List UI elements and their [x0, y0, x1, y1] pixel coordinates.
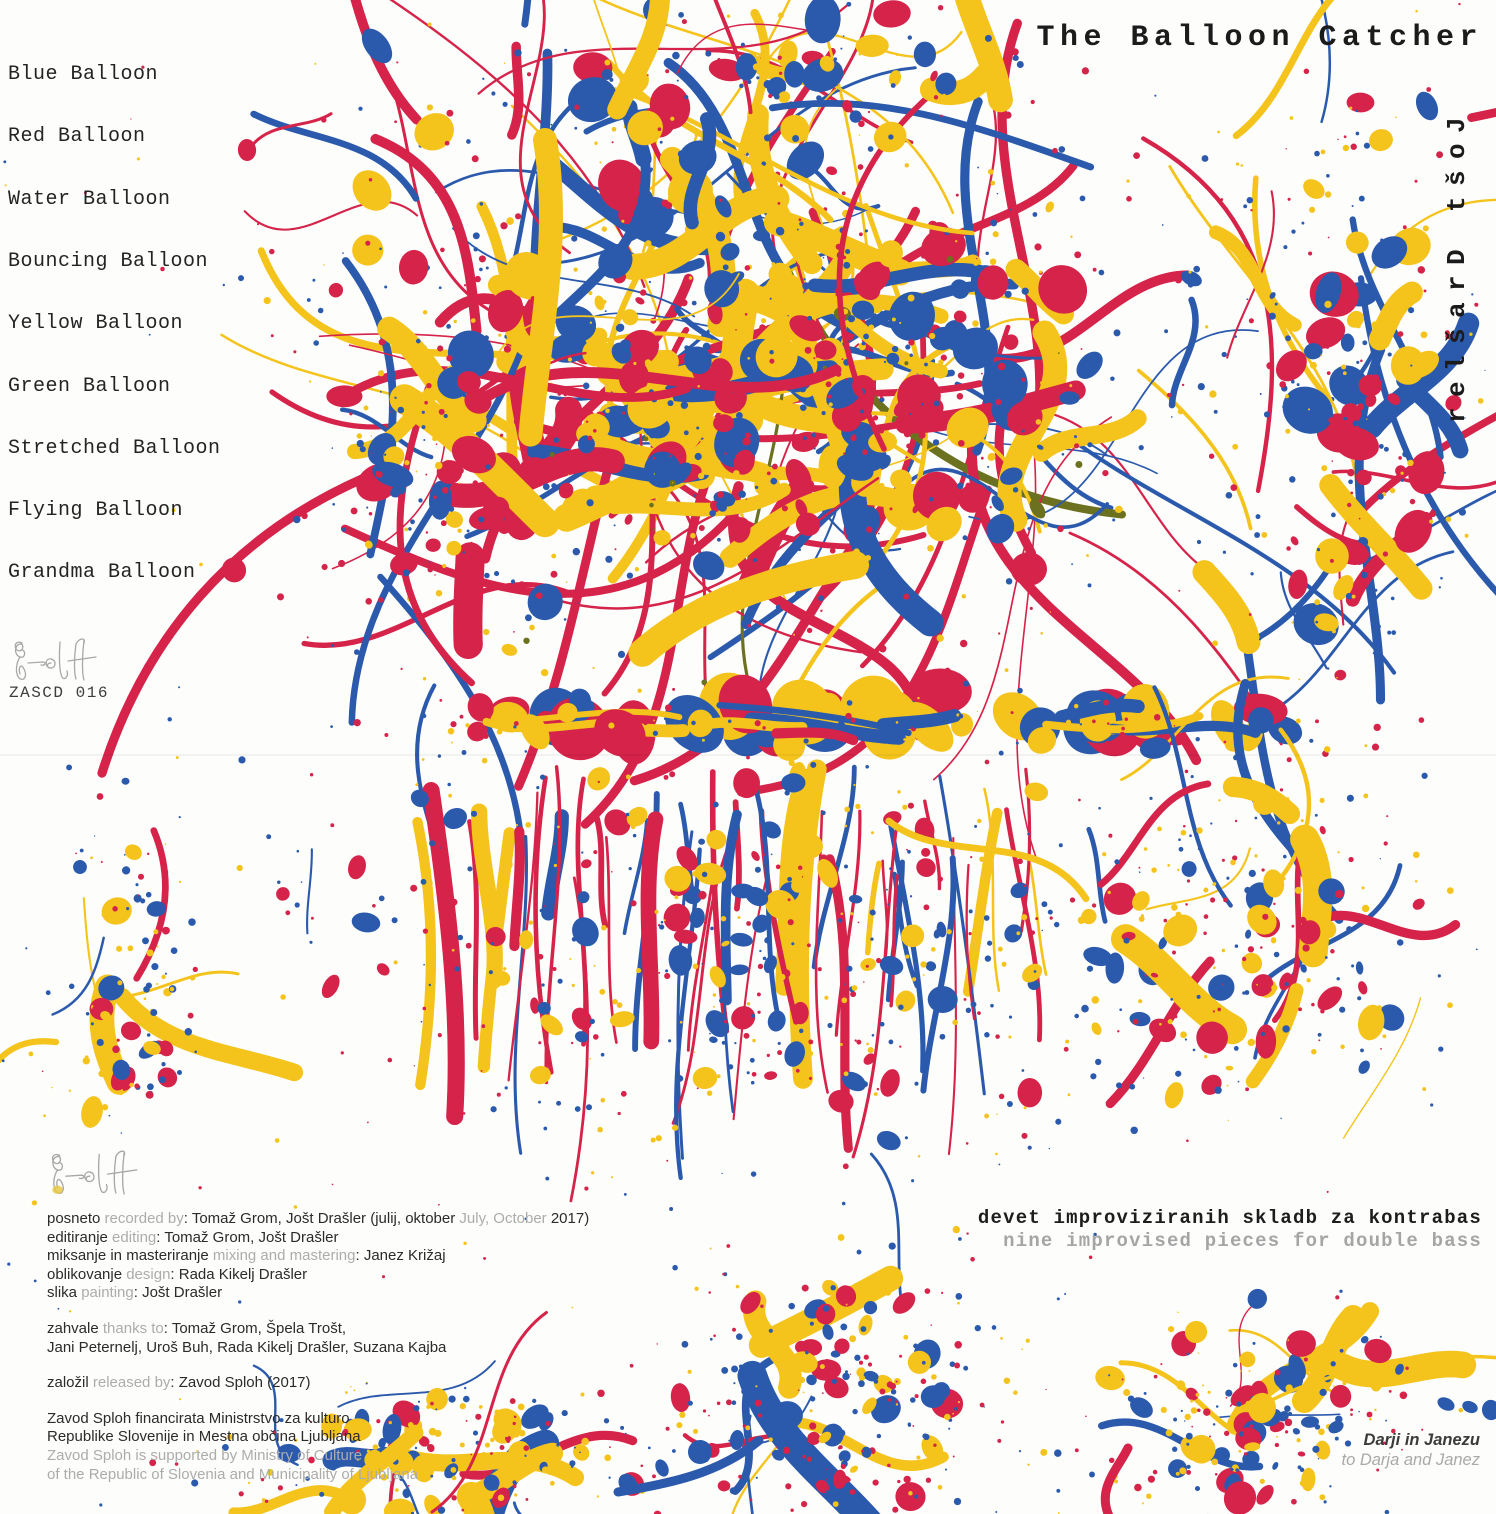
credit-text-english: July, October: [459, 1210, 551, 1227]
artist-name-char: o: [1442, 143, 1473, 160]
track-item: Red Balloon: [8, 125, 146, 149]
dedication-block: [1341, 1431, 1480, 1470]
credit-line: [47, 1210, 589, 1229]
credit-text-slovenian: : Rada Kikelj Drašler: [170, 1265, 308, 1283]
credit-text-slovenian: : Zavod Sploh (2017): [170, 1374, 311, 1392]
credit-text-slovenian: založil: [47, 1374, 93, 1392]
credit-line: [47, 1410, 589, 1429]
credit-text-english: thanks to: [102, 1319, 164, 1337]
catalog-number: ZASCD 016: [9, 684, 109, 702]
credit-line: [47, 1229, 589, 1248]
track-item: Flying Balloon: [8, 499, 184, 523]
credit-text-english: mixing and mastering: [212, 1247, 356, 1265]
credit-text-english: recorded by: [104, 1210, 184, 1227]
album-title: The Balloon Catcher: [1036, 21, 1483, 55]
subtitle-slovenian: devet improviziranih skladb za kontrabas: [977, 1207, 1482, 1229]
credit-text-slovenian: editiranje: [47, 1228, 113, 1246]
credit-text-english: released by: [92, 1374, 171, 1392]
credit-text-slovenian: miksanje in masteriranje: [47, 1247, 213, 1265]
credit-text-slovenian: zahvale: [47, 1319, 103, 1337]
credit-text-slovenian: : Janez Križaj: [355, 1247, 446, 1265]
credit-line: [47, 1339, 589, 1358]
credit-line: [47, 1284, 589, 1303]
artist-name-char: r: [1442, 275, 1473, 292]
credit-text-english: painting: [81, 1284, 134, 1302]
artist-name-char: š: [1442, 170, 1473, 186]
credit-text-slovenian: 2017): [550, 1210, 590, 1227]
track-item: Blue Balloon: [8, 63, 159, 86]
credit-line: [47, 1374, 589, 1393]
sploh-logo: [42, 1146, 146, 1201]
artist-name-char: t: [1442, 196, 1473, 213]
track-item: Green Balloon: [8, 374, 171, 398]
credit-text-english: Zavod Sploh is supported by Ministry of Culture: [47, 1446, 363, 1464]
credit-text-slovenian: posneto: [47, 1210, 105, 1227]
artist-name-char: D: [1442, 249, 1473, 265]
artist-name-char: š: [1442, 328, 1473, 345]
artist-name-char: a: [1442, 302, 1473, 318]
credit-line: [47, 1447, 589, 1466]
credit-text-slovenian: Zavod Sploh financirata Ministrstvo za kulturo: [47, 1409, 350, 1427]
panel-fold-line: [0, 754, 1496, 756]
track-list: [8, 64, 248, 624]
track-item: Grandma Balloon: [8, 561, 196, 585]
track-item: Water Balloon: [8, 187, 171, 211]
credit-text-slovenian: slika: [47, 1284, 82, 1302]
track-item: Bouncing Balloon: [8, 249, 209, 273]
artist-name-char: r: [1442, 407, 1473, 424]
credit-line: [47, 1247, 589, 1266]
track-item: Yellow Balloon: [8, 312, 184, 336]
credit-line: [47, 1466, 589, 1485]
artist-name-char: l: [1442, 354, 1473, 371]
credit-line: [47, 1320, 589, 1339]
credit-text-english: design: [126, 1265, 171, 1283]
credit-text-english: of the Republic of Slovenia and Municipality of Ljubljana: [47, 1465, 419, 1483]
credit-text-slovenian: oblikovanje: [47, 1265, 127, 1283]
credit-text-english: editing: [112, 1228, 157, 1246]
credit-text-slovenian: : Tomaž Grom, Špela Trošt,: [163, 1319, 347, 1337]
dedication-english: to Darja and Janez: [1341, 1450, 1480, 1469]
credit-text-slovenian: : Jošt Drašler: [133, 1284, 223, 1302]
sploh-logo: [8, 634, 102, 687]
credits-spacer: [47, 1393, 589, 1410]
credit-line: [47, 1428, 589, 1447]
credits-block: [47, 1210, 589, 1484]
artist-name-char: J: [1442, 117, 1473, 134]
credit-text-slovenian: : Tomaž Grom, Jošt Drašler: [156, 1228, 339, 1246]
credit-text-slovenian: Jani Peternelj, Uroš Buh, Rada Kikelj Drašler, Suzana Kajba: [47, 1338, 447, 1356]
credit-text-slovenian: Republike Slovenije in Mestna občina Ljubljana: [47, 1428, 361, 1446]
artist-name-vertical: [1436, 112, 1478, 429]
track-item: Stretched Balloon: [8, 436, 221, 460]
credits-spacer: [47, 1303, 589, 1320]
credit-text-slovenian: : Tomaž Grom, Jošt Drašler (julij, oktober: [183, 1210, 460, 1227]
credits-spacer: [47, 1357, 589, 1374]
subtitle-block: [978, 1207, 1482, 1252]
dedication-slovenian: Darji in Janezu: [1363, 1431, 1480, 1449]
credit-line: [47, 1266, 589, 1285]
subtitle-english: nine improvised pieces for double bass: [1003, 1229, 1482, 1252]
artist-name-char: e: [1442, 381, 1473, 397]
